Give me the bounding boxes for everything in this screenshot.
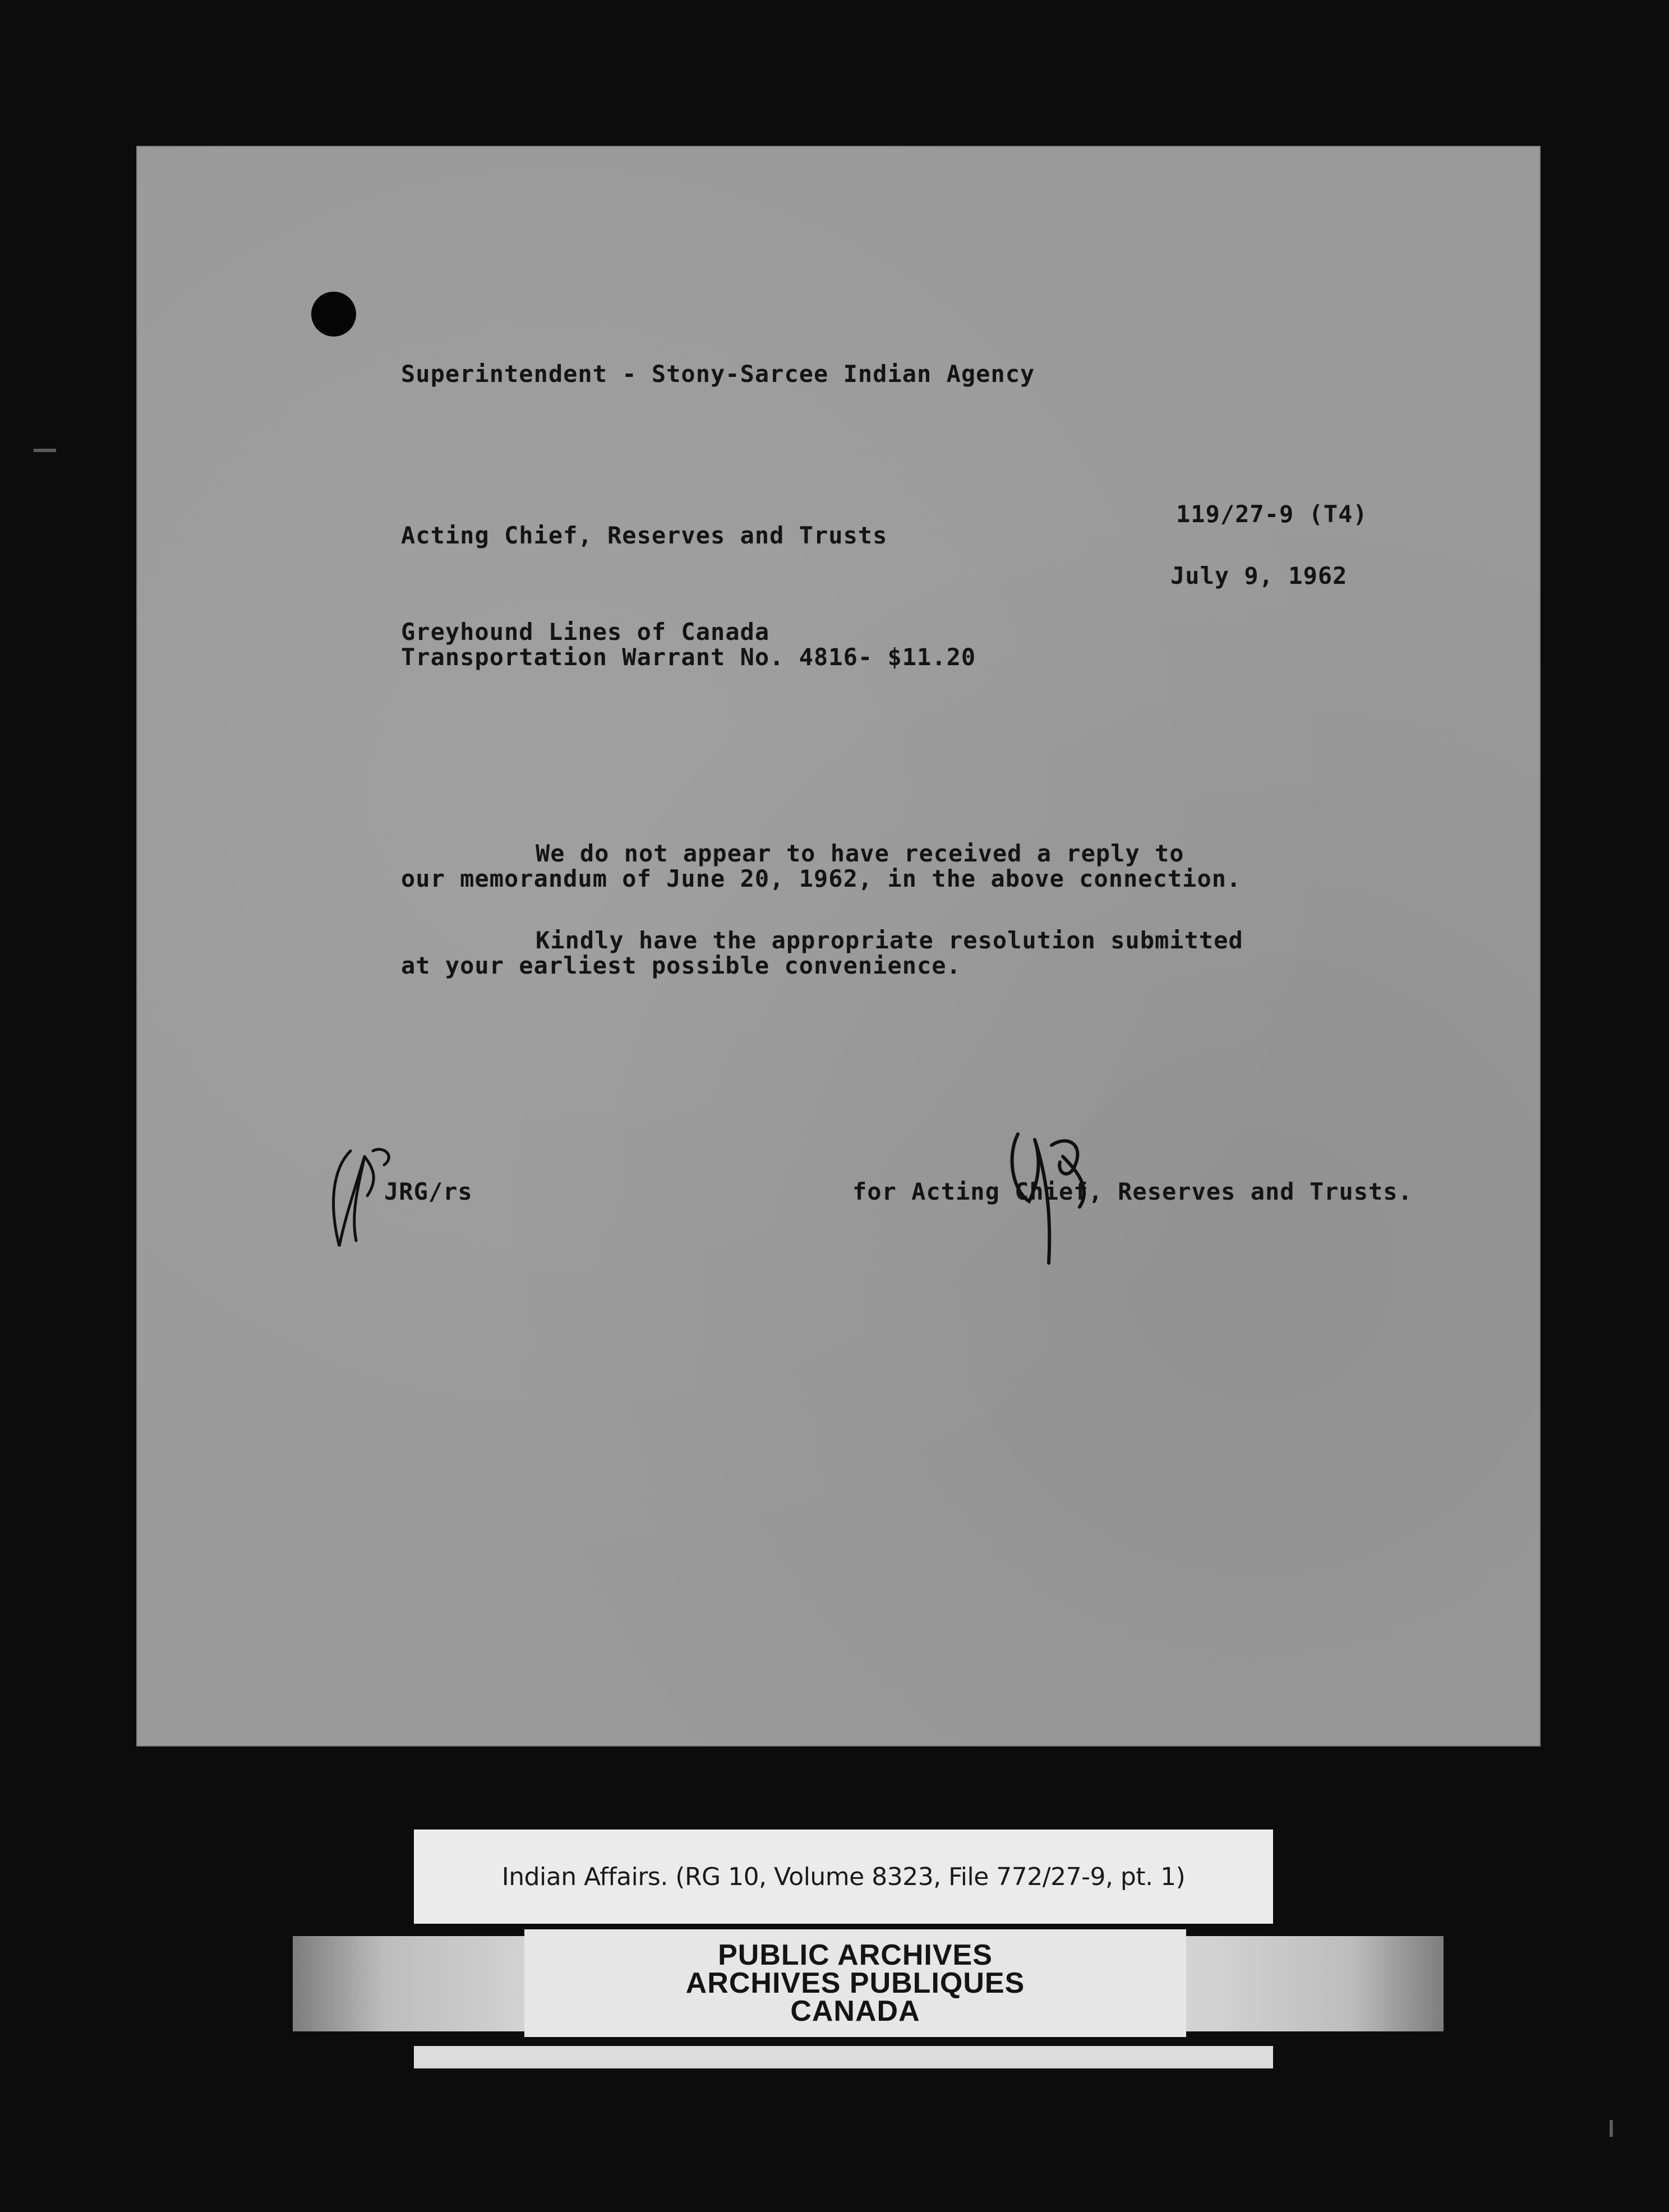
memo-paragraph-2-line-1: Kindly have the appropriate resolution submitted [536,927,1243,954]
memo-date: July 9, 1962 [1170,562,1348,589]
scan-artifact [34,449,56,452]
stamp-line-public-archives: PUBLIC ARCHIVES [718,1939,993,1971]
archive-citation-card [414,1829,1273,1924]
stamp-line-archives-publiques: ARCHIVES PUBLIQUES [685,1967,1025,1999]
memo-typist-initials: JRG/rs [384,1178,473,1205]
punch-hole [311,292,356,337]
handwritten-signature-right [995,1123,1102,1269]
memo-subject-line-2: Transportation Warrant No. 4816- $11.20 [401,643,976,671]
memo-paragraph-2-line-2: at your earliest possible convenience. [401,952,961,979]
memo-signoff: for Acting Chief, Reserves and Trusts. [852,1178,1413,1205]
memo-from: Acting Chief, Reserves and Trusts [401,522,888,549]
stamp-line-canada: CANADA [790,1995,920,2027]
memo-paragraph-1-line-1: We do not appear to have received a reply to [536,840,1184,867]
memo-paragraph-1-line-2: our memorandum of June 20, 1962, in the above connection. [401,865,1242,892]
memo-subject-line-1: Greyhound Lines of Canada [401,618,770,646]
archive-citation: Indian Affairs. (RG 10, Volume 8323, File 772/27-9, pt. 1) [501,1862,1186,1891]
scan-artifact [1610,2120,1613,2137]
memo-file-reference: 119/27-9 (T4) [1176,500,1368,528]
memo-to: Superintendent - Stony-Sarcee Indian Agency [401,360,1035,388]
archive-label-underbar [414,2046,1273,2068]
memo-page [137,147,1539,1745]
archive-stamp [524,1929,1186,2037]
